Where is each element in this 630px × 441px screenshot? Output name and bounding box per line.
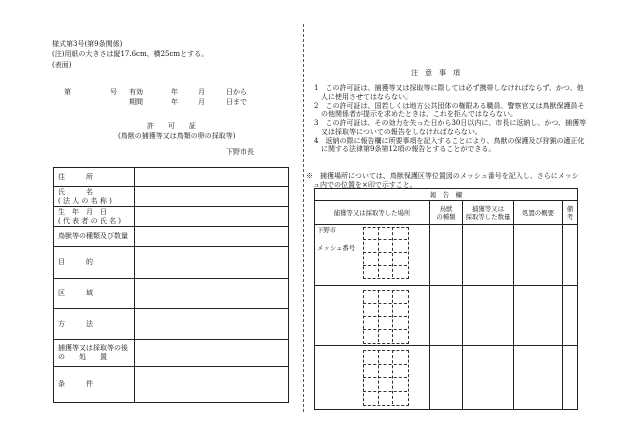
report-title: 報 告 欄 bbox=[315, 189, 578, 201]
area-row bbox=[54, 279, 289, 309]
method-field[interactable] bbox=[135, 309, 289, 340]
note-line: 4 返納の際に報告欄に所要事項を記入することにより、鳥獣の保護及び狩猟の適正化 bbox=[314, 136, 585, 145]
col-species: 鳥獣 の種類 bbox=[430, 201, 463, 225]
valid-label: 有効 bbox=[129, 88, 143, 96]
mesh-grid bbox=[363, 227, 409, 279]
report-outline-cell[interactable] bbox=[514, 225, 563, 286]
report-count-cell[interactable] bbox=[463, 346, 514, 410]
mesh-line bbox=[378, 350, 379, 404]
species-row bbox=[54, 227, 289, 247]
purpose-row bbox=[54, 247, 289, 279]
report-outline-cell[interactable] bbox=[514, 286, 563, 346]
year-label: 年 bbox=[171, 88, 178, 96]
col-count: 捕獲等又は 採取等した数量 bbox=[463, 201, 514, 225]
conditions-label: 条 件 bbox=[54, 367, 135, 403]
mesh-line bbox=[378, 227, 379, 277]
report-row bbox=[315, 346, 578, 410]
size-note: (注)用紙の大きさは縦17.6cm、横25cmとする。 bbox=[52, 50, 209, 58]
mesh-line bbox=[363, 364, 407, 365]
permit-form-table bbox=[53, 167, 289, 403]
no-label: 第 bbox=[64, 88, 71, 96]
col-place: 捕獲等又は採取等した場所 bbox=[315, 201, 430, 225]
report-count-cell[interactable] bbox=[463, 225, 514, 286]
city-label: 下野市 bbox=[317, 226, 337, 234]
issuer: 下野市長 bbox=[226, 148, 254, 156]
year-label-2: 年 bbox=[171, 98, 178, 106]
purpose-label: 目 的 bbox=[54, 247, 135, 279]
mesh-line bbox=[363, 329, 407, 330]
note-line: 1 この許可証は、捕獲等又は採取等に際しては必ず携帯しなければならず、かつ、他 bbox=[314, 84, 584, 92]
report-species-cell[interactable] bbox=[430, 225, 463, 286]
name-row bbox=[54, 187, 289, 207]
method-row bbox=[54, 309, 289, 340]
note-line: の他関係者が提示を求めたときは、これを拒んではならない。 bbox=[314, 110, 517, 119]
mesh-line bbox=[363, 265, 407, 266]
mesh-line bbox=[378, 290, 379, 342]
mesh-grid bbox=[363, 350, 409, 406]
report-remarks-cell[interactable] bbox=[563, 286, 578, 346]
conditions-row bbox=[54, 367, 289, 403]
fold-line bbox=[303, 24, 304, 412]
birthdate-field[interactable] bbox=[135, 207, 289, 227]
form-number: 様式第3号(第9条関係) bbox=[52, 40, 123, 48]
conditions-field[interactable] bbox=[135, 367, 289, 403]
address-label: 住 所 bbox=[54, 168, 135, 187]
mesh-line bbox=[363, 391, 407, 392]
report-header-row bbox=[315, 201, 578, 225]
report-count-cell[interactable] bbox=[463, 286, 514, 346]
side-label: (表面) bbox=[52, 61, 72, 69]
until-label: 日まで bbox=[226, 98, 247, 106]
area-field[interactable] bbox=[135, 279, 289, 309]
report-outline-cell[interactable] bbox=[514, 346, 563, 410]
species-field[interactable] bbox=[135, 227, 289, 247]
mesh-line bbox=[363, 239, 407, 240]
from-label: 日から bbox=[226, 88, 247, 96]
note-line: 3 この許可証は、その効力を失った日から30日以内に、市長に返納し、かつ、捕獲等 bbox=[314, 119, 587, 127]
method-label: 方 法 bbox=[54, 309, 135, 340]
species-label: 鳥獣等の種類及び数量 bbox=[54, 227, 135, 247]
report-place-cell[interactable] bbox=[315, 346, 430, 410]
note-line: 2 この許可証は、国若しくは地方公共団体の権限ある職員、警察官又は鳥獣保護員そ bbox=[314, 101, 585, 110]
name-field[interactable] bbox=[135, 187, 289, 207]
col-outline: 処置の概要 bbox=[514, 201, 563, 225]
birthdate-label: 生 年 月 日 ( 代 表 者 の 氏 名 ) bbox=[54, 207, 135, 227]
permit-subtitle: (鳥獣の捕獲等又は鳥類の卵の採取等) bbox=[118, 132, 236, 140]
report-place-cell[interactable] bbox=[315, 225, 430, 286]
birthdate-row bbox=[54, 207, 289, 227]
notes-title: 注 意 事 項 bbox=[411, 69, 460, 77]
note-line: 人に使用させてはならない。 bbox=[314, 92, 412, 101]
mesh-line bbox=[392, 227, 393, 277]
go-label: 号 bbox=[110, 88, 117, 96]
mesh-line bbox=[392, 350, 393, 404]
report-place-cell[interactable] bbox=[315, 286, 430, 346]
report-row bbox=[315, 286, 578, 346]
report-species-cell[interactable] bbox=[430, 346, 463, 410]
disposal-label: 捕獲等又は採取等の後 の 処 置 bbox=[54, 340, 135, 367]
report-row bbox=[315, 225, 578, 286]
address-row bbox=[54, 168, 289, 187]
mesh-number-label: メッシュ番号 bbox=[317, 244, 356, 252]
report-species-cell[interactable] bbox=[430, 286, 463, 346]
mesh-line bbox=[363, 316, 407, 317]
name-label: 氏 名 ( 法 人 の 名 称 ) bbox=[54, 187, 135, 207]
notes-list bbox=[314, 84, 586, 154]
mesh-note: ※ 捕獲場所については、鳥獣保護区等位置図のメッシュ番号を記入し、さらにメッシ ュ内での位置を×印で示すこと。 bbox=[306, 172, 579, 189]
area-label: 区 域 bbox=[54, 279, 135, 309]
disposal-field[interactable] bbox=[135, 340, 289, 367]
report-remarks-cell[interactable] bbox=[563, 225, 578, 286]
mesh-line bbox=[363, 377, 407, 378]
permit-title: 許 可 証 bbox=[147, 122, 196, 130]
note-line: 又は採取等についての報告をしなければならない。 bbox=[314, 127, 482, 136]
note-line: に関する法律第9条第12項の報告とすることができる。 bbox=[314, 145, 496, 154]
period-label: 期間 bbox=[129, 98, 143, 106]
col-remarks: 備考 bbox=[563, 201, 578, 225]
month-label: 月 bbox=[198, 88, 205, 96]
disposal-row bbox=[54, 340, 289, 367]
mesh-line bbox=[363, 252, 407, 253]
purpose-field[interactable] bbox=[135, 247, 289, 279]
mesh-grid bbox=[363, 290, 409, 344]
report-title-row bbox=[315, 189, 578, 201]
month-label-2: 月 bbox=[198, 98, 205, 106]
report-remarks-cell[interactable] bbox=[563, 346, 578, 410]
report-table bbox=[314, 188, 578, 410]
address-field[interactable] bbox=[135, 168, 289, 187]
mesh-line bbox=[392, 290, 393, 342]
mesh-line bbox=[363, 303, 407, 304]
